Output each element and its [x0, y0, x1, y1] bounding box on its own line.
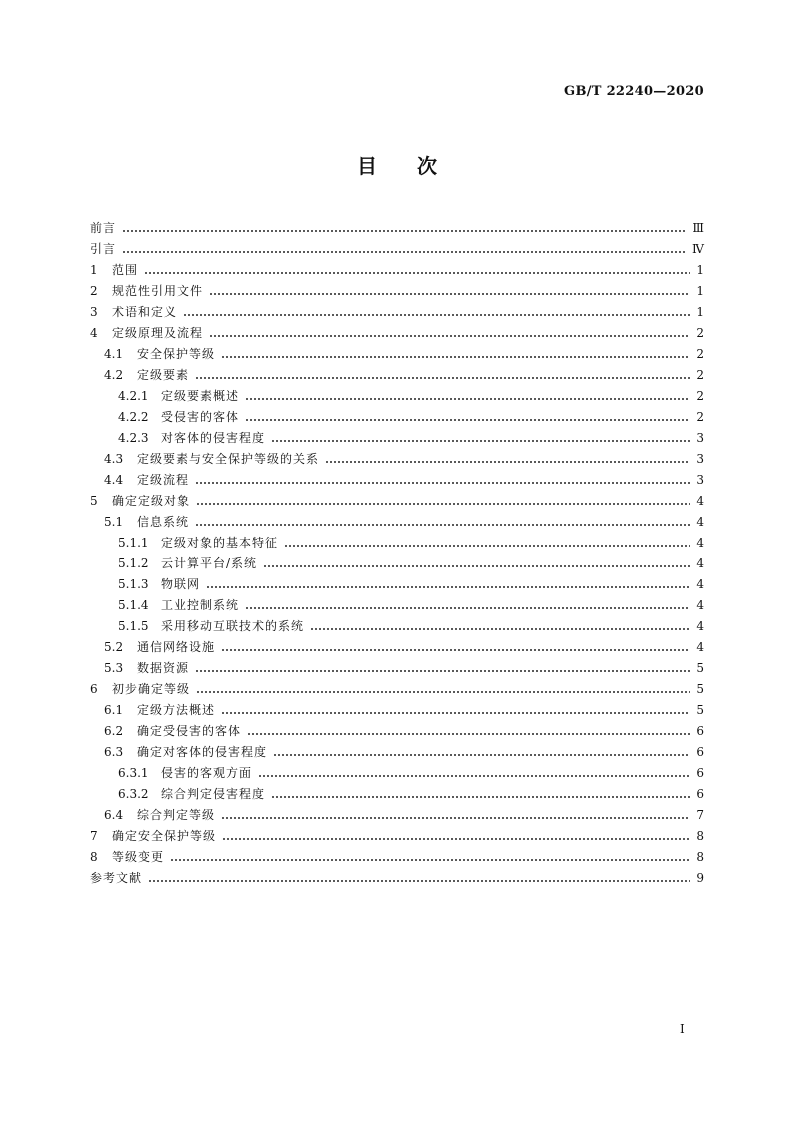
toc-entry-title: 定级对象的基本特征	[161, 535, 279, 550]
toc-entry-number: 8	[90, 849, 98, 864]
toc-entry[interactable]	[90, 741, 704, 762]
toc-entry[interactable]	[90, 469, 704, 490]
toc-entry-title: 安全保护等级	[137, 347, 216, 362]
toc-entry-title: 参考文献	[90, 870, 143, 885]
dot-leader	[247, 733, 690, 735]
dot-leader	[310, 628, 690, 630]
toc-entry[interactable]	[90, 574, 704, 595]
dot-leader	[221, 817, 690, 819]
toc-entry-number: 4.2.2	[118, 409, 149, 424]
toc-entry[interactable]	[90, 616, 704, 637]
toc-entry-page: 6	[696, 786, 704, 801]
toc-entry-number: 6.3	[104, 744, 124, 759]
toc-entry[interactable]	[90, 658, 704, 679]
toc-entry-title: 对客体的侵害程度	[161, 430, 266, 445]
toc-entry-page: 8	[696, 828, 704, 843]
dot-leader	[245, 419, 690, 421]
dot-leader	[284, 545, 690, 547]
toc-entry[interactable]	[90, 239, 704, 260]
toc-entry-number: 4.2.1	[118, 388, 149, 403]
toc-entry-page: 3	[696, 430, 704, 445]
dot-leader	[245, 607, 690, 609]
toc-entry-title: 物联网	[161, 577, 201, 592]
toc-entry-number: 5.1	[104, 514, 124, 529]
toc-entry-page: 4	[696, 619, 704, 634]
toc-entry-page: 2	[696, 347, 704, 362]
toc-entry-page: 7	[696, 807, 704, 822]
toc-entry[interactable]	[90, 637, 704, 658]
toc-entry-page: 5	[696, 682, 704, 697]
toc-entry-number: 6.4	[104, 807, 124, 822]
toc-entry-title: 综合判定侵害程度	[161, 786, 266, 801]
toc-entry-number: 4.3	[104, 451, 124, 466]
dot-leader	[209, 335, 690, 337]
dot-leader	[271, 440, 690, 442]
dot-leader	[196, 691, 690, 693]
dot-leader	[183, 314, 690, 316]
toc-entry[interactable]	[90, 762, 704, 783]
toc-entry-title: 前言	[90, 221, 117, 236]
toc-entry-number: 5.1.1	[118, 535, 149, 550]
toc-entry[interactable]	[90, 867, 704, 888]
dot-leader	[195, 482, 690, 484]
toc-entry-page: 8	[696, 849, 704, 864]
toc-entry-title: 等级变更	[112, 849, 165, 864]
toc-entry[interactable]	[90, 721, 704, 742]
dot-leader	[221, 649, 690, 651]
toc-entry-page: 4	[696, 493, 704, 508]
toc-entry-number: 5.1.4	[118, 598, 149, 613]
toc-entry-number: 5.1.3	[118, 577, 149, 592]
toc-entry-number: 2	[90, 284, 98, 299]
toc-entry[interactable]	[90, 553, 704, 574]
toc-entry-page: 2	[696, 326, 704, 341]
toc-entry-page: 4	[696, 535, 704, 550]
toc-entry[interactable]	[90, 218, 704, 239]
toc-entry-number: 4.2.3	[118, 430, 149, 445]
toc-entry[interactable]	[90, 448, 704, 469]
document-number: GB/T 22240—2020	[564, 84, 704, 99]
toc-entry-page: 4	[696, 514, 704, 529]
toc-entry-title: 确定受侵害的客体	[137, 723, 242, 738]
dot-leader	[209, 293, 690, 295]
toc-entry-title: 确定对客体的侵害程度	[137, 744, 268, 759]
dot-leader	[221, 712, 690, 714]
dot-leader	[271, 796, 690, 798]
toc-entry-title: 规范性引用文件	[112, 284, 204, 299]
toc-entry-title: 定级原理及流程	[112, 326, 204, 341]
toc-entry-page: 3	[696, 451, 704, 466]
dot-leader	[222, 838, 690, 840]
toc-entry[interactable]	[90, 323, 704, 344]
toc-entry-number: 5.3	[104, 661, 124, 676]
toc-entry[interactable]	[90, 386, 704, 407]
dot-leader	[195, 377, 690, 379]
toc-entry-title: 综合判定等级	[137, 807, 216, 822]
toc-entry-number: 5	[90, 493, 98, 508]
toc-entry-title: 数据资源	[137, 661, 190, 676]
dot-leader	[195, 524, 690, 526]
toc-entry-title: 术语和定义	[112, 305, 178, 320]
toc-entry-number: 4.4	[104, 472, 124, 487]
page-title: 目次	[357, 154, 477, 178]
toc-entry-title: 侵害的客观方面	[161, 765, 253, 780]
page-number: I	[680, 1022, 685, 1036]
toc-entry[interactable]	[90, 783, 704, 804]
toc-entry-number: 6.2	[104, 723, 124, 738]
toc-entry-page: Ⅲ	[692, 221, 704, 236]
toc-entry[interactable]	[90, 846, 704, 867]
toc-entry-title: 工业控制系统	[161, 598, 240, 613]
toc-entry-page: 5	[696, 661, 704, 676]
dot-leader	[122, 230, 686, 232]
toc-entry-number: 4.2	[104, 368, 124, 383]
toc-entry-title: 确定定级对象	[112, 493, 191, 508]
toc-entry-title: 信息系统	[137, 514, 190, 529]
toc-entry-page: 1	[696, 263, 704, 278]
toc-entry[interactable]	[90, 281, 704, 302]
toc-entry[interactable]	[90, 825, 704, 846]
dot-leader	[195, 670, 690, 672]
toc-entry[interactable]	[90, 679, 704, 700]
dot-leader	[273, 754, 690, 756]
toc-entry-number: 6.1	[104, 703, 124, 718]
toc-entry[interactable]	[90, 511, 704, 532]
toc-entry-number: 1	[90, 263, 98, 278]
toc-entry[interactable]	[90, 260, 704, 281]
dot-leader	[258, 775, 690, 777]
toc-entry-page: 2	[696, 368, 704, 383]
toc-entry-number: 6.3.1	[118, 765, 149, 780]
toc-entry-page: 4	[696, 640, 704, 655]
dot-leader	[148, 880, 690, 882]
toc-entry-page: 5	[696, 703, 704, 718]
toc-entry-title: 定级要素与安全保护等级的关系	[137, 451, 320, 466]
toc-entry[interactable]	[90, 302, 704, 323]
toc-entry-number: 7	[90, 828, 98, 843]
toc-entry-page: 1	[696, 284, 704, 299]
dot-leader	[144, 272, 690, 274]
toc-entry-number: 6	[90, 682, 98, 697]
toc-entry[interactable]	[90, 365, 704, 386]
toc-entry-page: 9	[696, 870, 704, 885]
toc-entry-number: 5.1.5	[118, 619, 149, 634]
toc-entry-number: 5.2	[104, 640, 124, 655]
toc-entry-page: 6	[696, 765, 704, 780]
toc-entry-number: 6.3.2	[118, 786, 149, 801]
toc-entry-number: 5.1.2	[118, 556, 149, 571]
toc-entry-page: 2	[696, 388, 704, 403]
dot-leader	[263, 565, 690, 567]
toc-entry-page: 3	[696, 472, 704, 487]
toc-entry[interactable]	[90, 700, 704, 721]
dot-leader	[170, 859, 690, 861]
toc-entry-title: 通信网络设施	[137, 640, 216, 655]
toc-entry-title: 采用移动互联技术的系统	[161, 619, 305, 634]
toc-entry-page: 4	[696, 556, 704, 571]
toc-entry-title: 引言	[90, 242, 117, 257]
dot-leader	[325, 461, 690, 463]
table-of-contents	[90, 218, 704, 888]
dot-leader	[221, 356, 690, 358]
toc-entry[interactable]	[90, 490, 704, 511]
toc-entry[interactable]	[90, 427, 704, 448]
toc-entry-number: 3	[90, 305, 98, 320]
toc-entry-title: 定级方法概述	[137, 703, 216, 718]
toc-entry-title: 定级流程	[137, 472, 190, 487]
toc-entry-title: 受侵害的客体	[161, 409, 240, 424]
toc-entry-page: 6	[696, 723, 704, 738]
toc-entry[interactable]	[90, 595, 704, 616]
toc-entry-title: 云计算平台/系统	[161, 556, 258, 571]
dot-leader	[245, 398, 690, 400]
toc-entry-number: 4.1	[104, 347, 124, 362]
toc-entry-title: 定级要素概述	[161, 388, 240, 403]
dot-leader	[122, 251, 686, 253]
dot-leader	[206, 586, 690, 588]
toc-entry[interactable]	[90, 344, 704, 365]
toc-entry-page: Ⅳ	[692, 242, 704, 257]
toc-entry[interactable]	[90, 406, 704, 427]
toc-entry[interactable]	[90, 804, 704, 825]
toc-entry-page: 4	[696, 577, 704, 592]
toc-entry-title: 确定安全保护等级	[112, 828, 217, 843]
toc-entry-title: 初步确定等级	[112, 682, 191, 697]
toc-entry-page: 6	[696, 744, 704, 759]
toc-entry-title: 定级要素	[137, 368, 190, 383]
toc-entry-page: 2	[696, 409, 704, 424]
toc-entry-page: 4	[696, 598, 704, 613]
toc-entry-page: 1	[696, 305, 704, 320]
dot-leader	[196, 503, 690, 505]
toc-entry-title: 范围	[112, 263, 139, 278]
toc-entry[interactable]	[90, 532, 704, 553]
toc-entry-number: 4	[90, 326, 98, 341]
